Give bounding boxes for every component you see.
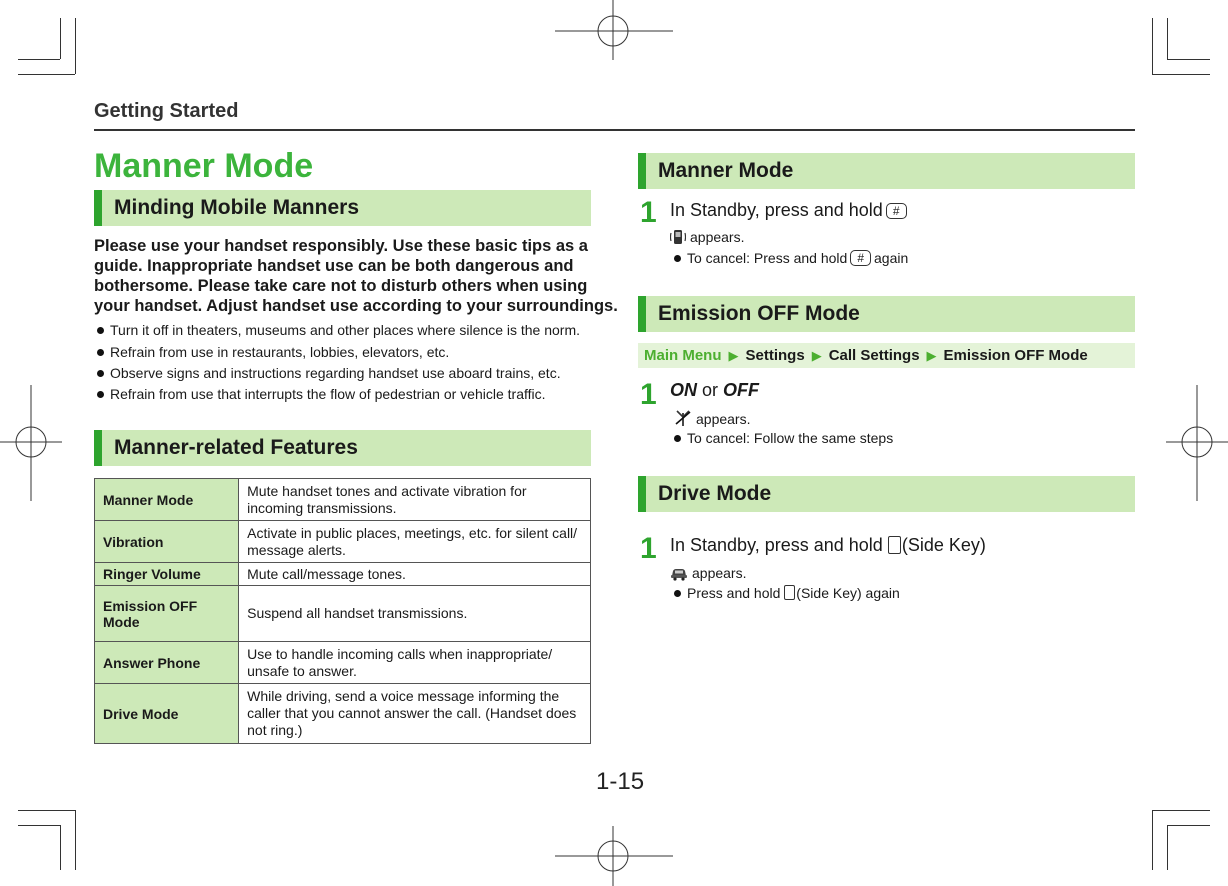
- feature-name: Answer Phone: [95, 642, 239, 684]
- hash-key-icon: #: [850, 250, 871, 266]
- cancel-line: [674, 250, 908, 266]
- intro-line: bothersome. Please take care not to disturb others when using: [94, 277, 588, 295]
- off-option: OFF: [723, 380, 760, 400]
- step-number: 1: [640, 532, 657, 565]
- menu-path-item: Call Settings: [828, 347, 920, 364]
- feature-name: Drive Mode: [95, 684, 239, 744]
- registration-mark-icon: [555, 0, 675, 62]
- feature-name: Ringer Volume: [95, 563, 239, 586]
- header-rule: [94, 129, 1135, 131]
- emission-off-icon: [674, 409, 692, 427]
- menu-path-item: Settings: [745, 347, 805, 364]
- registration-mark-icon: [1166, 385, 1228, 501]
- list-item: Turn it off in theaters, museums and other places where silence is the norm.: [97, 322, 580, 338]
- page-number: 1-15: [596, 768, 645, 795]
- drive-mode-heading: [638, 476, 1135, 512]
- intro-line: Please use your handset responsibly. Use these basic tips as a: [94, 237, 588, 255]
- menu-path-item: Emission OFF Mode: [943, 347, 1088, 364]
- registration-mark-icon: [555, 826, 675, 886]
- cancel-label: To cancel: Press and hold: [687, 250, 848, 266]
- cancel-line: [674, 585, 900, 601]
- arrow-right-icon: ▶: [926, 347, 937, 363]
- hash-key-icon: #: [886, 203, 907, 219]
- page-title: Manner Mode: [94, 147, 314, 185]
- emission-off-heading: [638, 296, 1135, 332]
- table-row: [95, 684, 591, 744]
- minding-heading: [94, 190, 591, 226]
- minding-heading-label: Minding Mobile Manners: [114, 196, 359, 219]
- registration-mark-icon: [0, 385, 62, 501]
- cancel-suffix: (Side Key) again: [796, 585, 900, 601]
- minding-intro: [94, 236, 618, 316]
- cancel-suffix: again: [874, 250, 909, 266]
- appears-line: [670, 229, 744, 245]
- feature-desc: Use to handle incoming calls when inappropriate/ unsafe to answer.: [239, 642, 591, 684]
- intro-line: guide. Inappropriate handset use can be both dangerous and: [94, 257, 574, 275]
- drive-mode-icon: [670, 565, 688, 581]
- manner-mode-icon: [670, 229, 686, 245]
- arrow-right-icon: ▶: [811, 347, 822, 363]
- appears-line: [670, 565, 746, 581]
- menu-path-item: Main Menu: [644, 347, 722, 364]
- feature-name: Vibration: [95, 521, 239, 563]
- feature-desc: Mute handset tones and activate vibration for incoming transmissions.: [239, 479, 591, 521]
- appears-line: [674, 409, 750, 427]
- feature-desc: While driving, send a voice message informing the caller that you cannot answer the call. (Handset does not ring.): [239, 684, 591, 744]
- emission-off-heading-label: Emission OFF Mode: [658, 302, 860, 325]
- appears-label: appears.: [692, 565, 747, 581]
- manner-mode-heading: [638, 153, 1135, 189]
- or-label: or: [702, 380, 719, 400]
- feature-desc: Mute call/message tones.: [239, 563, 591, 586]
- appears-label: appears.: [696, 411, 751, 427]
- table-row: [95, 563, 591, 586]
- step-text: [670, 380, 759, 401]
- manner-mode-heading-label: Manner Mode: [658, 159, 794, 182]
- step-number: 1: [640, 378, 657, 411]
- step-text-label: In Standby, press and hold: [670, 535, 883, 555]
- feature-desc: Suspend all handset transmissions.: [239, 586, 591, 642]
- cancel-label: Press and hold: [687, 585, 781, 601]
- table-row: [95, 479, 591, 521]
- list-item: Observe signs and instructions regarding handset use aboard trains, etc.: [97, 365, 561, 381]
- step-text: [670, 535, 986, 556]
- feature-desc: Activate in public places, meetings, etc. for silent call/ message alerts.: [239, 521, 591, 563]
- list-item: Refrain from use in restaurants, lobbies, elevators, etc.: [97, 344, 449, 360]
- side-key-label: (Side Key): [901, 535, 986, 555]
- table-row: [95, 521, 591, 563]
- cancel-label: To cancel: Follow the same steps: [687, 430, 894, 446]
- arrow-right-icon: ▶: [728, 347, 739, 363]
- step-text-label: In Standby, press and hold: [670, 200, 883, 220]
- side-key-icon: [784, 585, 795, 600]
- menu-path: [638, 343, 1135, 368]
- chapter-header: Getting Started: [94, 100, 239, 122]
- side-key-icon: [888, 536, 901, 554]
- features-heading: [94, 430, 591, 466]
- step-text: [670, 200, 910, 221]
- drive-mode-heading-label: Drive Mode: [658, 482, 772, 505]
- step-number: 1: [640, 196, 657, 229]
- feature-name: Manner Mode: [95, 479, 239, 521]
- cancel-line: [674, 430, 893, 446]
- table-row: [95, 642, 591, 684]
- intro-line: your handset. Adjust handset use according to your surroundings.: [94, 297, 618, 315]
- feature-name: Emission OFF Mode: [95, 586, 239, 642]
- appears-label: appears.: [690, 229, 745, 245]
- features-table: [94, 478, 591, 744]
- on-option: ON: [670, 380, 697, 400]
- features-heading-label: Manner-related Features: [114, 436, 358, 459]
- table-row: [95, 586, 591, 642]
- list-item: Refrain from use that interrupts the flow of pedestrian or vehicle traffic.: [97, 386, 546, 402]
